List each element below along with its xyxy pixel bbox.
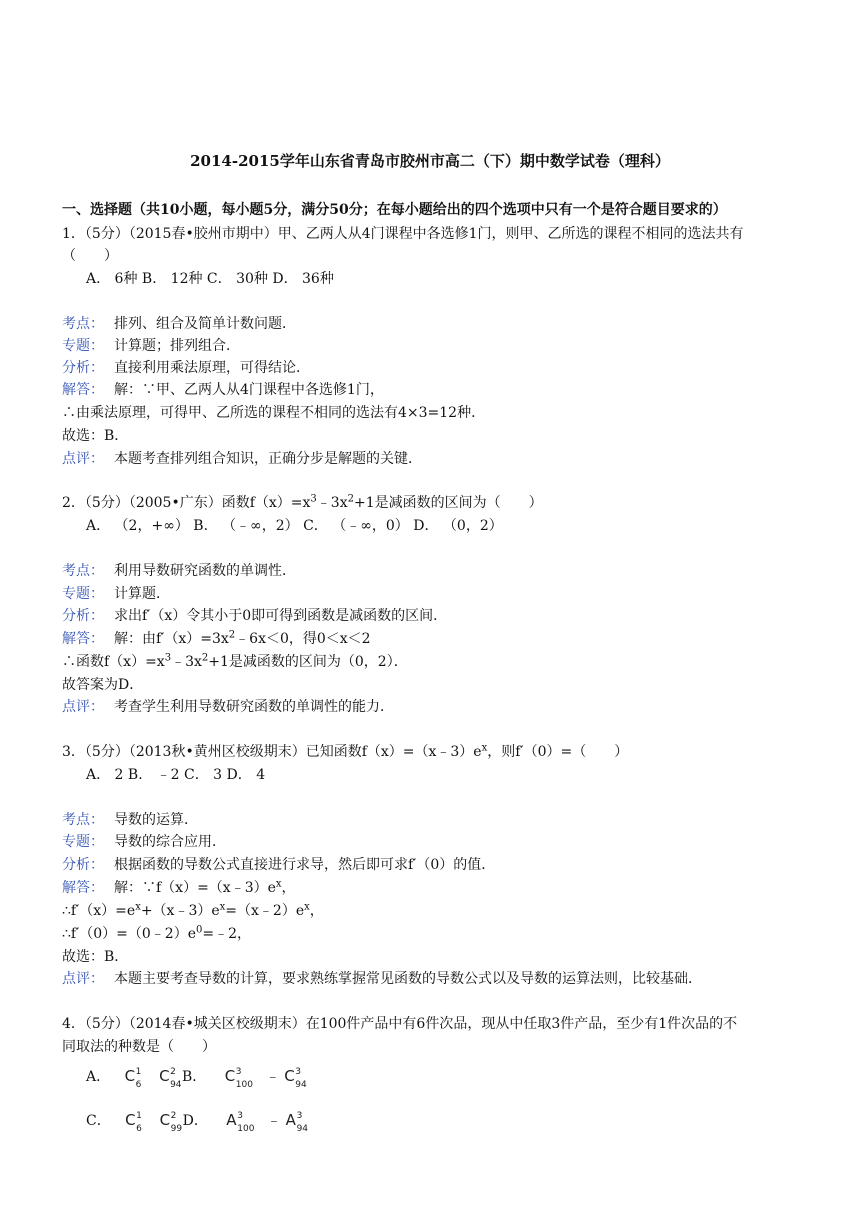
fenxi-text: 根据函数的导数公式直接进行求导，然后即可求f′（0）的值．	[114, 857, 496, 873]
q3-jieda	[62, 878, 296, 898]
q1-jieda-line3: 故选：B．	[62, 428, 129, 444]
combination-symbol	[124, 1066, 157, 1090]
fenxi-text: 直接利用乘法原理，可得结论．	[114, 360, 310, 376]
kaodian-label: 考点：	[62, 563, 104, 579]
q4-options-row2	[86, 1110, 320, 1134]
sup: 2	[170, 1067, 176, 1077]
superscript: x	[135, 901, 141, 913]
superscript: 2	[201, 652, 209, 664]
superscript: x	[219, 901, 226, 913]
q3-stem-part: 3．（5分）（2013秋•黄州区校级期末）已知函数f（x）=（x﹣3）e	[62, 744, 482, 760]
q3-options: A． 2 B． ﹣2 C． 3 D． 4	[86, 767, 266, 783]
superscript: x	[275, 878, 282, 890]
q1-jieda-line2: ∴由乘法原理，可得甲、乙所选的课程不相同的选法有4×3=12种．	[62, 405, 486, 421]
q2-fenxi	[62, 606, 447, 626]
option-c-formula	[125, 1110, 194, 1134]
jieda-label: 解答：	[62, 631, 104, 647]
sub: 94	[295, 1080, 307, 1090]
jieda-text: +（x﹣3）e	[140, 903, 220, 919]
q2-jieda-line3: 故答案为D．	[62, 677, 144, 693]
q1-stem-line1: 1．（5分）（2015春•胶州市期中）甲、乙两人从4门课程中各选修1门，则甲、乙所选的课程不相同的选法共有	[62, 226, 744, 242]
superscript: 3	[164, 652, 172, 664]
zhuanti-label: 专题：	[62, 586, 104, 602]
minus-sign: ﹣	[265, 1067, 281, 1085]
sup: 2	[170, 1111, 177, 1121]
q3-dianping	[62, 969, 702, 989]
superscript: 2	[228, 629, 236, 641]
q2-jieda-line2	[62, 652, 408, 672]
q3-zhuanti	[62, 832, 226, 852]
fenxi-text: 求出f′（x）令其小于0即可得到函数是减函数的区间．	[114, 608, 448, 624]
q1-options: A． 6种 B． 12种 C． 30种 D． 36种	[86, 271, 334, 287]
sub: 100	[237, 1124, 255, 1134]
symbol: A	[285, 1111, 296, 1129]
q1-zhuanti	[62, 336, 240, 356]
jieda-text: 解：由f′（x）=3x	[114, 631, 229, 647]
dianping-text: 考查学生利用导数研究函数的单调性的能力．	[114, 699, 394, 715]
option-d-formula	[226, 1110, 320, 1134]
symbol: A	[226, 1111, 237, 1129]
option-d-label: D．	[182, 1113, 208, 1129]
sub: 99	[170, 1124, 183, 1134]
sup: 3	[295, 1067, 301, 1077]
sup: 3	[296, 1111, 303, 1121]
superscript: 2	[347, 493, 354, 505]
kaodian-text: 利用导数研究函数的单调性．	[114, 563, 296, 579]
q1-stem-line2: （ ）	[62, 248, 118, 264]
fenxi-label: 分析：	[62, 360, 104, 376]
option-a-label: A．	[86, 1069, 111, 1085]
jieda-text: ﹣3x	[171, 654, 202, 670]
q3-jieda-line4: 故选：B．	[62, 949, 129, 965]
zhuanti-text: 导数的综合应用．	[114, 834, 226, 850]
superscript: x	[481, 742, 488, 754]
q2-stem-part: +1是减函数的区间为（ ）	[353, 495, 543, 511]
superscript: x	[304, 901, 310, 913]
q3-fenxi	[62, 855, 495, 875]
q2-zhuanti	[62, 584, 170, 604]
sup: 3	[235, 1067, 242, 1077]
minus-sign: ﹣	[266, 1111, 282, 1129]
q2-jieda	[62, 629, 371, 649]
symbol: C	[159, 1111, 171, 1129]
sub: 6	[136, 1124, 142, 1134]
q3-kaodian	[62, 810, 198, 830]
jieda-text: ∴f′（0）=（0﹣2）e	[62, 926, 197, 942]
q2-kaodian	[62, 561, 296, 581]
option-a-formula	[124, 1066, 194, 1090]
dianping-label: 点评：	[62, 971, 104, 987]
combination-symbol	[125, 1110, 157, 1134]
page-title: 2014-2015学年山东省青岛市胶州市高二（下）期中数学试卷（理科）	[190, 152, 670, 170]
q1-jieda	[62, 380, 384, 400]
jieda-text: 解：∵甲、乙两人从4门课程中各选修1门，	[114, 382, 384, 398]
q2-stem-part: 2．（5分）（2005•广东）函数f（x）=x	[62, 495, 311, 511]
section-header: 一、选择题（共10小题，每小题5分，满分50分；在每小题给出的四个选项中只有一个是符合题目要求的）	[62, 202, 727, 218]
q3-jieda-line2	[62, 901, 324, 921]
combination-symbol	[159, 1066, 191, 1090]
sub: 94	[296, 1124, 309, 1134]
dianping-label: 点评：	[62, 699, 104, 715]
sup: 1	[135, 1067, 142, 1077]
sup: 3	[237, 1111, 244, 1121]
combination-symbol	[284, 1066, 316, 1090]
dianping-text: 本题主要考查导数的计算，要求熟练掌握常见函数的导数公式以及导数的运算法则，比较基础．	[114, 971, 702, 987]
jieda-text: ∴f′（x）=e	[62, 903, 136, 919]
jieda-label: 解答：	[62, 382, 104, 398]
option-c-label: C．	[86, 1113, 111, 1129]
kaodian-label: 考点：	[62, 316, 104, 332]
permutation-symbol	[285, 1110, 318, 1134]
q3-stem	[62, 742, 628, 762]
jieda-text: =（x﹣2）e	[225, 903, 305, 919]
kaodian-text: 导数的运算．	[114, 812, 198, 828]
fenxi-label: 分析：	[62, 608, 104, 624]
q3-stem-part: ，则f′（0）=（ ）	[487, 744, 629, 760]
fenxi-label: 分析：	[62, 857, 104, 873]
superscript: 0	[196, 924, 203, 936]
jieda-text: =﹣2，	[202, 926, 252, 942]
dianping-text: 本题考查排列组合知识，正确分步是解题的关键．	[114, 451, 422, 467]
jieda-text: +1是减函数的区间为（0，2）．	[208, 654, 408, 670]
q4-stem-line2: 同取法的种数是（ ）	[62, 1039, 216, 1055]
sub: 94	[170, 1080, 182, 1090]
q2-stem-part: ﹣3x	[316, 495, 348, 511]
zhuanti-text: 计算题．	[114, 586, 170, 602]
jieda-text: 解：∵f（x）=（x﹣3）e	[114, 880, 276, 896]
q1-fenxi	[62, 358, 310, 378]
zhuanti-label: 专题：	[62, 338, 104, 354]
sub: 6	[135, 1080, 142, 1090]
jieda-text: ，	[309, 903, 324, 919]
combination-symbol	[224, 1066, 263, 1090]
q2-options: A． （2，+∞） B． （﹣∞，2） C． （﹣∞，0） D． （0，2）	[86, 518, 503, 534]
symbol: C	[124, 1067, 136, 1085]
q2-dianping	[62, 697, 394, 717]
jieda-label: 解答：	[62, 880, 104, 896]
q4-stem-line1: 4．（5分）（2014春•城关区校级期末）在100件产品中有6件次品，现从中任取3件产品，至少有1件次品的不	[62, 1016, 738, 1032]
jieda-text: ∴函数f（x）=x	[62, 654, 165, 670]
q3-jieda-line3	[62, 924, 251, 944]
option-b-label: B．	[182, 1069, 207, 1085]
q4-options-row1	[86, 1066, 319, 1090]
sub: 100	[235, 1080, 253, 1090]
jieda-text: ，	[281, 880, 296, 896]
jieda-text: ﹣6x＜0，得0＜x＜2	[235, 631, 371, 647]
option-b-formula	[224, 1066, 319, 1090]
superscript: 3	[310, 493, 317, 505]
zhuanti-label: 专题：	[62, 834, 104, 850]
kaodian-text: 排列、组合及简单计数问题．	[114, 316, 296, 332]
symbol: C	[159, 1067, 170, 1085]
q1-kaodian	[62, 314, 296, 334]
symbol: C	[224, 1067, 236, 1085]
permutation-symbol	[226, 1110, 264, 1134]
combination-symbol	[159, 1110, 192, 1134]
zhuanti-text: 计算题；排列组合．	[114, 338, 240, 354]
sup: 1	[136, 1111, 142, 1121]
symbol: C	[284, 1067, 295, 1085]
symbol: C	[125, 1111, 136, 1129]
q2-stem	[62, 493, 543, 513]
q1-dianping	[62, 449, 422, 469]
kaodian-label: 考点：	[62, 812, 104, 828]
dianping-label: 点评：	[62, 451, 104, 467]
